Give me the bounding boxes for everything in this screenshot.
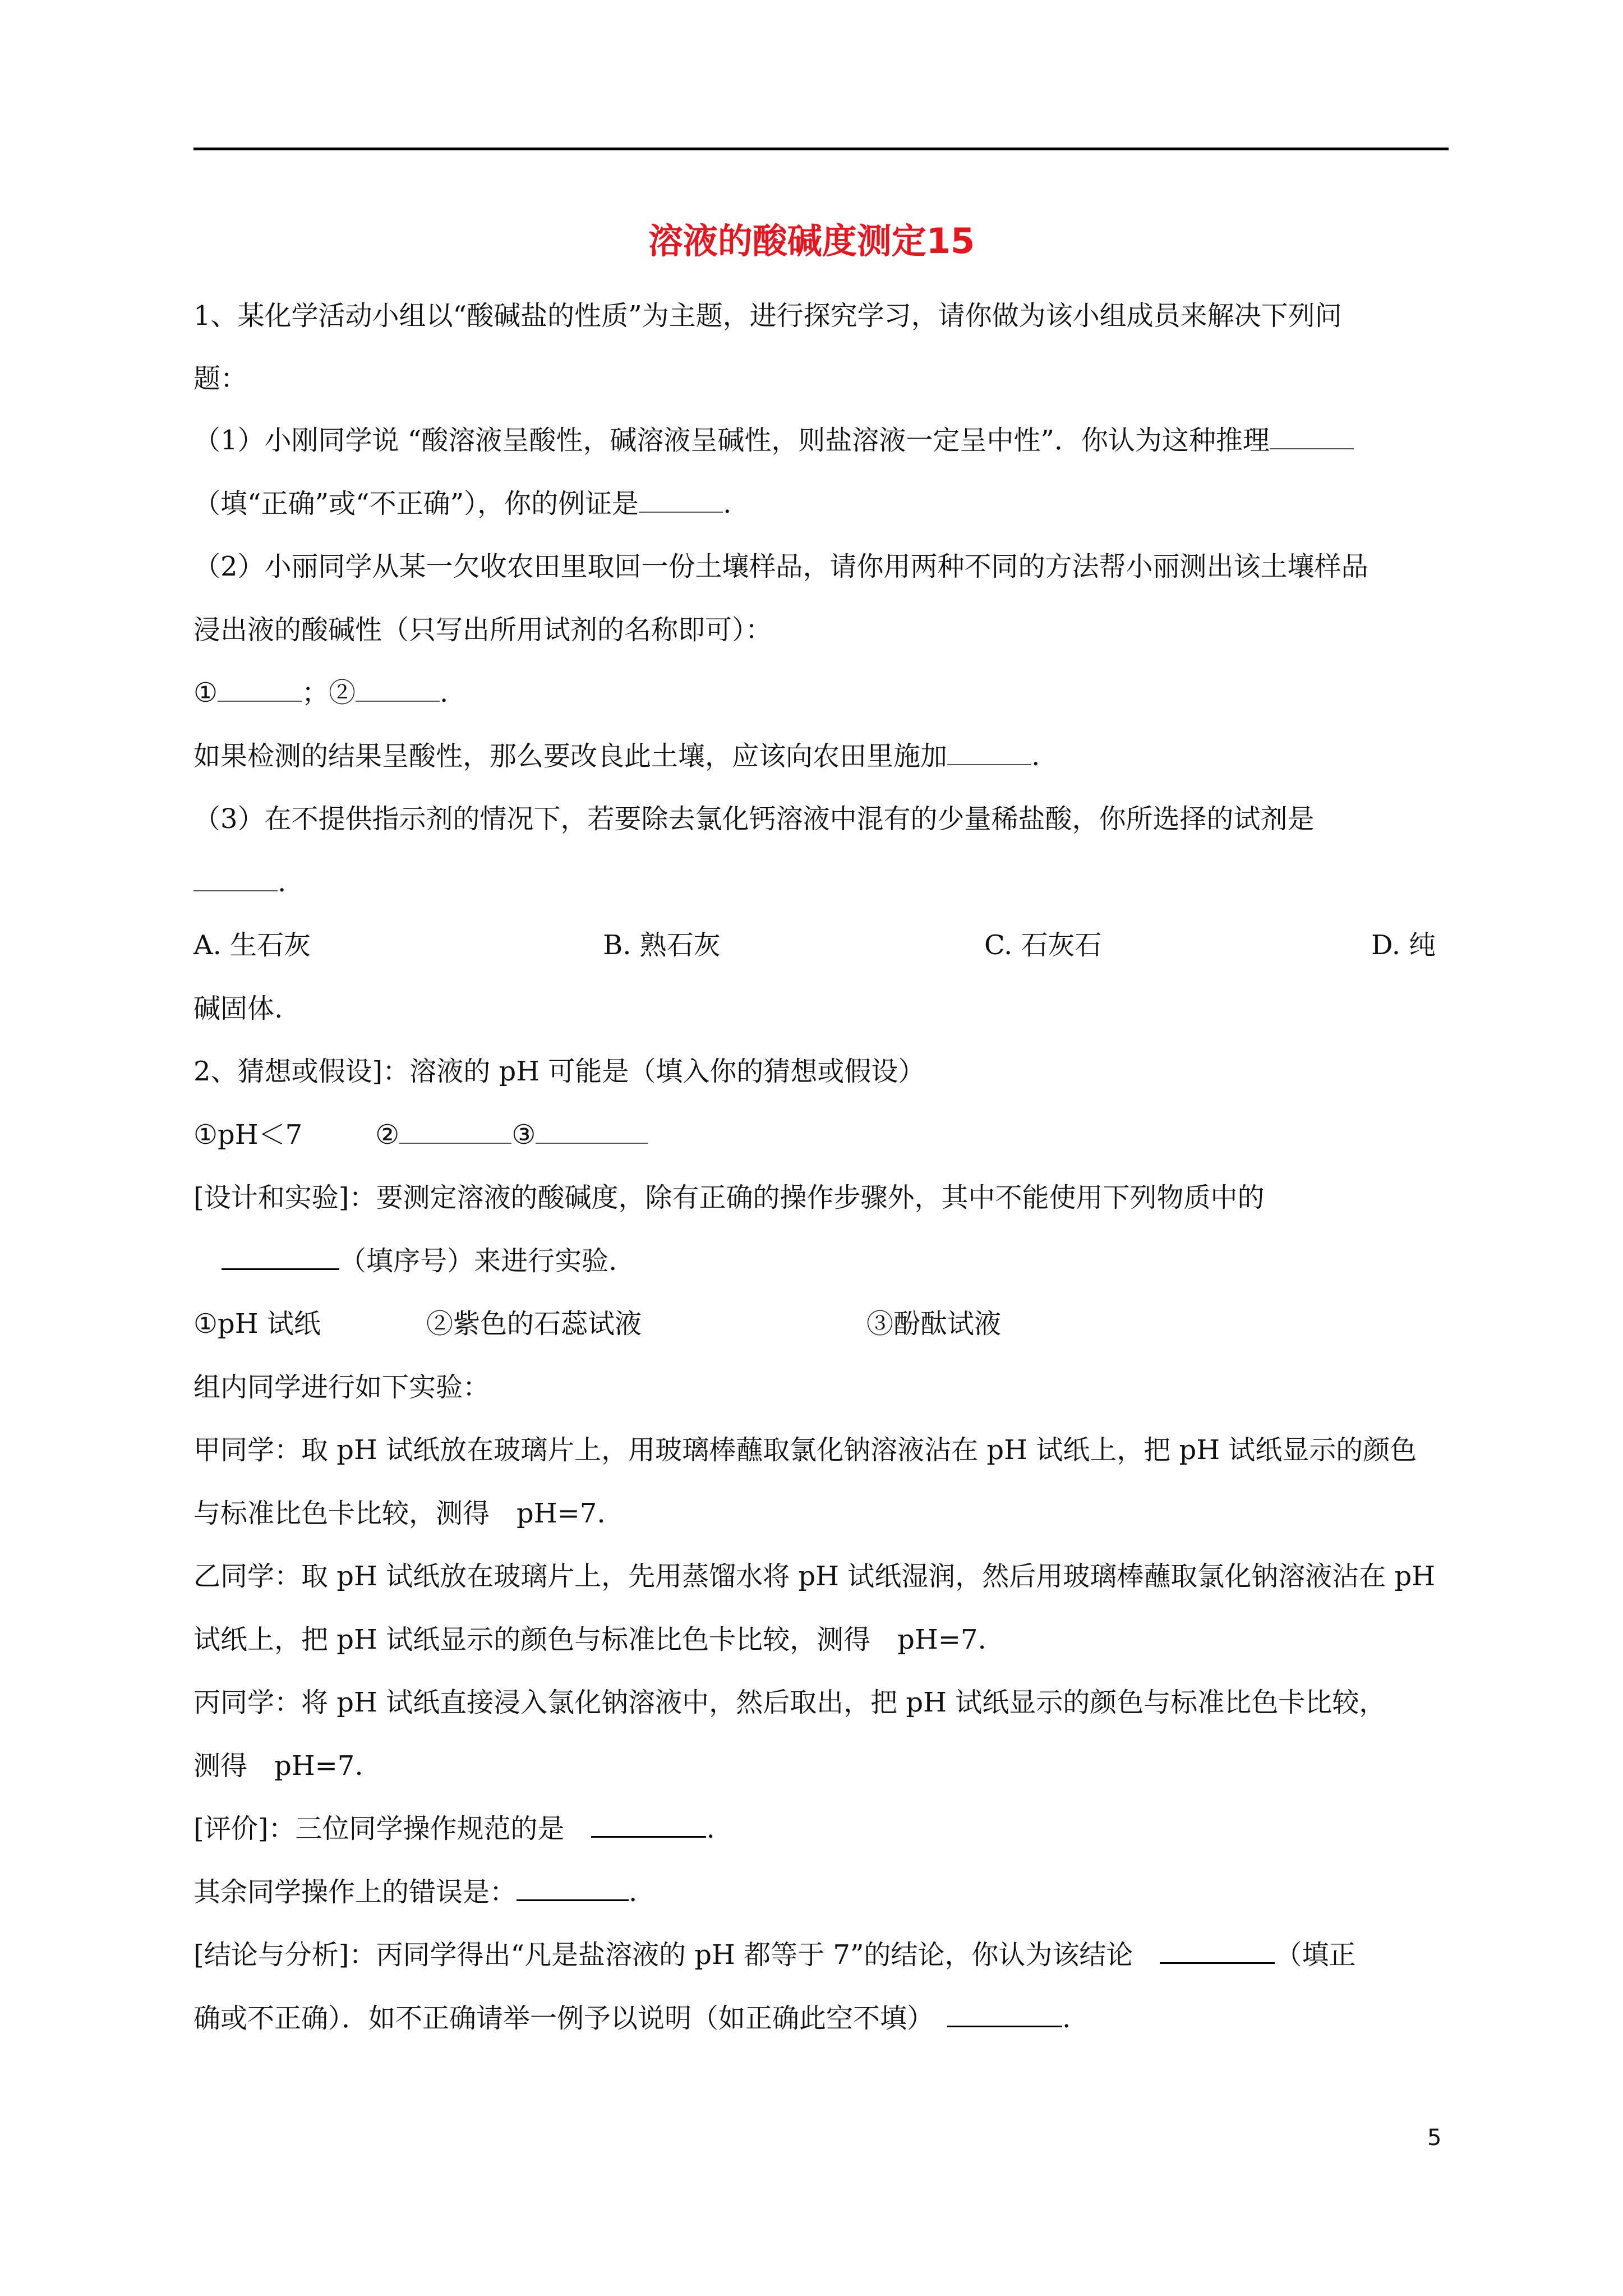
q2-conclusion-text: [结论与分析]：丙同学得出“凡是盐溶液的 pH 都等于 7”的结论，你认为该结论 [193, 1939, 1160, 1971]
q2-blank-errors[interactable] [517, 1899, 629, 1901]
q2-experiment-intro: 组内同学进行如下实验： [193, 1372, 490, 1403]
option-d-continued: 碱固体. [193, 993, 283, 1024]
q2-blank-conclusion[interactable] [1160, 1962, 1275, 1964]
q2-conclusion-line2 [193, 2001, 1450, 2035]
q1-part2-line1: （2）小丽同学从某一欠收农田里取回一份土壤样品，请你用两种不同的方法帮小丽测出该土壤样品 [193, 551, 1368, 582]
material-2: ②紫色的石蕊试液 [426, 1308, 642, 1340]
option-c: C. 石灰石 [984, 930, 1102, 961]
student-bing-line2: 测得 pH=7. [193, 1750, 363, 1782]
q1-part2-blank-method1[interactable] [218, 701, 302, 702]
q1-part2-improve-text: 如果检测的结果呈酸性，那么要改良此土壤，应该向农田里施加 [193, 740, 948, 772]
option-b: B. 熟石灰 [603, 930, 721, 961]
q1-part2-blank-improve[interactable] [947, 764, 1031, 765]
q2-hypothesis: 2、猜想或假设]：溶液的 pH 可能是（填入你的猜想或假设） [193, 1056, 925, 1087]
circled-1: ① [193, 677, 218, 708]
q2-evaluation-text: [评价]：三位同学操作规范的是 [193, 1813, 592, 1844]
q2-blank-example[interactable] [947, 2026, 1062, 2027]
period: . [440, 677, 449, 708]
q1-part3-blank-reagent[interactable] [193, 890, 278, 891]
q2-blank-design[interactable] [222, 1268, 339, 1270]
student-jia-line2: 与标准比色卡比较，测得 pH=7. [193, 1498, 606, 1529]
q1-part2-line4 [193, 739, 1450, 773]
q2-conclusion-tail: （填正 [1275, 1939, 1356, 1971]
period: . [706, 1813, 715, 1844]
period: . [278, 867, 287, 898]
page-title: 溶液的酸碱度测定15 [648, 220, 975, 261]
q1-part1-blank-example[interactable] [639, 512, 723, 513]
circled-2: ② [375, 1119, 400, 1151]
student-yi-line2: 试纸上，把 pH 试纸显示的颜色与标准比色卡比较，测得 pH=7. [193, 1624, 986, 1655]
student-yi-line1: 乙同学：取 pH 试纸放在玻璃片上，先用蒸馏水将 pH 试纸湿润，然后用玻璃棒蘸取氯化钠溶液沾在 pH [193, 1561, 1436, 1592]
material-3: ③酚酞试液 [866, 1308, 1002, 1340]
q2-evaluation [193, 1812, 1450, 1846]
option-d: D. 纯 [1371, 930, 1436, 961]
q2-blank-hypothesis2[interactable] [399, 1143, 511, 1144]
q1-intro-line1: 1、某化学活动小组以“酸碱盐的性质”为主题，进行探究学习，请你做为该小组成员来解决下列问 [193, 300, 1342, 332]
hypothesis-1: ①pH＜7 [193, 1119, 303, 1151]
page-number: 5 [1427, 2125, 1442, 2151]
material-1: ①pH 试纸 [193, 1308, 321, 1340]
separator: ；② [302, 677, 356, 708]
q1-part2-blank-method2[interactable] [356, 701, 440, 702]
student-bing-line1: 丙同学：将 pH 试纸直接浸入氯化钠溶液中，然后取出，把 pH 试纸显示的颜色与标准比色卡比较， [193, 1687, 1386, 1718]
q2-hypothesis-options [193, 1118, 1450, 1152]
q1-part2-line2: 浸出液的酸碱性（只写出所用试剂的名称即可）： [193, 614, 773, 646]
period: . [629, 1876, 638, 1908]
q1-part1-line1 [193, 424, 1450, 457]
q2-conclusion-text2: 确或不正确）．如不正确请举一例予以说明（如正确此空不填） [193, 2003, 948, 2034]
q1-part1-text: （1）小刚同学说 “酸溶液呈酸性，碱溶液呈碱性，则盐溶液一定呈中性”．你认为这种推理 [193, 425, 1270, 456]
q2-blank-hypothesis3[interactable] [536, 1143, 648, 1144]
q1-part3-line1: （3）在不提供指示剂的情况下，若要除去氯化钙溶液中混有的少量稀盐酸，你所选择的试剂是 [193, 803, 1315, 835]
period: . [1062, 2003, 1071, 2034]
period: . [1031, 740, 1040, 772]
q1-part3-line2 [193, 866, 1450, 899]
q1-part2-line3 [193, 676, 1450, 710]
q2-errors [193, 1875, 1450, 1909]
circled-3: ③ [511, 1119, 536, 1151]
q2-blank-evaluation[interactable] [591, 1836, 706, 1838]
q1-part1-line2 [193, 487, 1450, 521]
q2-errors-text: 其余同学操作上的错误是： [193, 1876, 517, 1908]
header-rule [193, 148, 1449, 150]
q2-design-line2 [193, 1244, 1450, 1278]
q2-design-line1: [设计和实验]：要测定溶液的酸碱度，除有正确的操作步骤外，其中不能使用下列物质中的 [193, 1182, 1265, 1213]
q2-design-tail: （填序号）来进行实验. [339, 1245, 617, 1277]
q1-intro-line2: 题： [193, 363, 248, 394]
option-a: A. 生石灰 [193, 930, 311, 961]
period: . [723, 488, 732, 519]
q1-part1-text2: （填“正确”或“不正确”），你的例证是 [193, 488, 639, 519]
student-jia-line1: 甲同学：取 pH 试纸放在玻璃片上，用玻璃棒蘸取氯化钠溶液沾在 pH 试纸上，把 pH 试纸显示的颜色 [193, 1434, 1417, 1466]
q2-conclusion-line1 [193, 1938, 1450, 1972]
q1-part1-blank-reasoning[interactable] [1270, 448, 1354, 449]
